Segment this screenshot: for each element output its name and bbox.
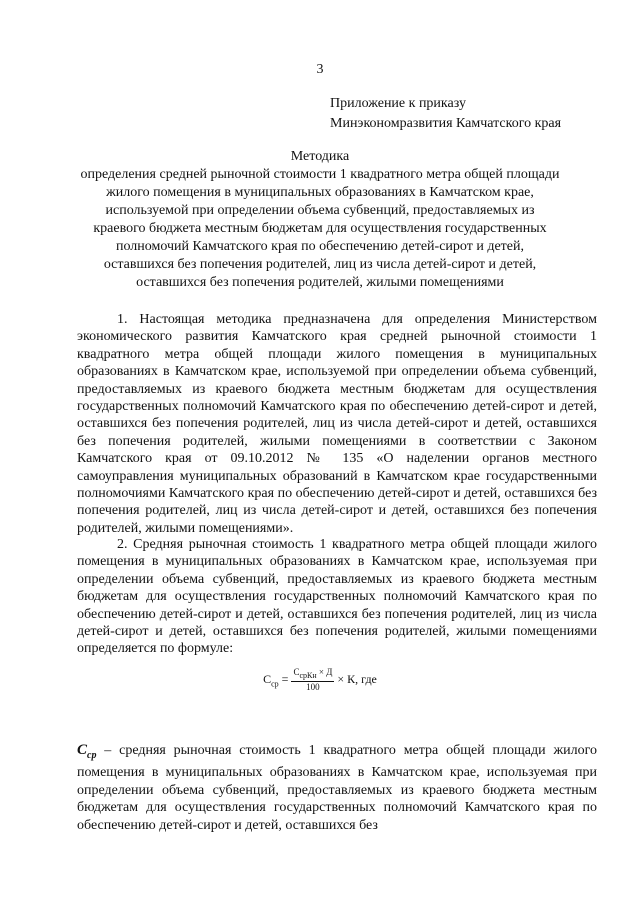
paragraph-3-text (77, 742, 597, 834)
paragraph-2-text: 2. Средняя рыночная стоимость 1 квадратного метра общей площади жилого помещения в муниципальных образованиях в Камчатском крае, используемая при определении объема субвенций, предоставляемых из краевого бюджета местным бюджетам для осуществления государственных полномочий Камчатского края по обеспечению детей-сирот и детей, оставшихся без попечения родителей, лиц из числа детей-сирот и детей, оставшихся без попечения родителей, жилыми помещениями определяется по формуле: (77, 537, 597, 657)
appendix-line-2: Минэкономразвития Камчатского края (330, 116, 562, 131)
title-line: жилого помещения в муниципальных образованиях в Камчатском крае, (106, 185, 534, 200)
appendix-line-1: Приложение к приказу (330, 96, 466, 111)
formula-lhs: $С_{ср}$ (263, 671, 279, 689)
title-line: определения средней рыночной стоимости 1 квадратного метра общей площади (80, 167, 560, 182)
title-line: оставшихся без попечения родителей, лиц из числа детей-сирот и детей, (103, 257, 537, 272)
formula-tail: × К, где (337, 672, 377, 687)
paragraph-2 (77, 536, 597, 658)
term-symbol: $С_{ср}$ (77, 742, 97, 761)
title-heading: Методика (290, 149, 350, 164)
formula (0, 667, 640, 693)
paragraph-1-text: 1. Настоящая методика предназначена для определения Министерством экономического развития Камчатского края средней рыночной стоимости 1 квадратного метра общей площади жилого помещения в муниципальных образованиях в Камчатском крае, используемой при определении объема субвенций, предоставляемых из краевого бюджета местным бюджетам для осуществления государственных полномочий Камчатского края по обеспечению детей-сирот и детей, оставшихся без попечения родителей, лиц из числа детей-сирот и детей, оставшихся без попечения родителей, жилыми помещениями в соответствии с Законом Камчатского края от 09.10.2012 № 135 «О наделении органов местного самоуправления муниципальных образований в Камчатском крае государственными полномочиями Камчатского края по обеспечению детей-сирот и детей, оставшихся без попечения родителей, лиц из числа детей-сирот и детей, оставшихся без попечения родителей, жилыми помещениями». (77, 312, 597, 536)
paragraph-3 (77, 742, 597, 834)
formula-fraction (291, 667, 334, 693)
paragraph-1 (77, 311, 597, 537)
page-number: 3 (316, 62, 324, 77)
title-line: полномочий Камчатского края по обеспечению детей-сирот и детей, (116, 239, 524, 254)
document-title (70, 148, 570, 292)
title-line: краевого бюджета местным бюджетам для осуществления государственных (93, 221, 547, 236)
appendix-block (330, 94, 561, 134)
title-line: оставшихся без попечения родителей, жилыми помещениями (136, 275, 504, 290)
formula-numerator: СсрКн × Д (293, 667, 333, 680)
formula-equals: = (281, 672, 289, 687)
formula-denominator: 100 (306, 681, 320, 692)
term-definition: – средняя рыночная стоимость 1 квадратного метра общей площади жилого помещения в муниципальных образованиях в Камчатском крае, используемая при определении объема субвенций, предоставляемых из краевого бюджета местным бюджетам для осуществления государственных полномочий Камчатского края по обеспечению детей-сирот и детей, оставшихся без (77, 743, 597, 833)
title-line: используемой при определении объема субвенций, предоставляемых из (105, 203, 535, 218)
